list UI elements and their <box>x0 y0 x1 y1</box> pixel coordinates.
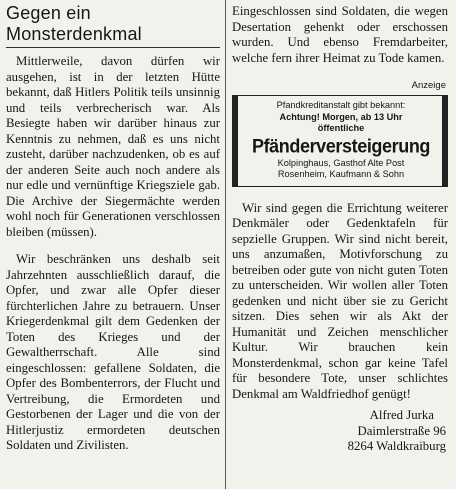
auction-advertisement <box>232 95 448 187</box>
article-headline: Gegen ein Monsterdenkmal <box>6 3 142 44</box>
ad-time-line: Achtung! Morgen, ab 13 Uhr <box>279 111 403 122</box>
author-name <box>232 408 448 424</box>
author-city: 8264 Waldkraiburg <box>347 439 446 453</box>
paragraph-spacer <box>6 240 220 252</box>
ad-company-line: Rosenheim, Kaufmann & Sohn <box>277 169 405 179</box>
right-column <box>232 0 448 455</box>
section-spacer <box>232 187 448 201</box>
article-paragraph-3: Eingeschlossen sind Soldaten, die wegen Desertation gehenkt oder erschossen wurden. Und ebenso Fremdarbeiter, welche fern ihrer Heimat zu Tode kamen. <box>232 4 448 65</box>
ad-location-line: Kolpinghaus, Gasthof Alte Post <box>277 157 405 168</box>
ad-headline: Pfänderversteigerung <box>251 134 431 157</box>
article-paragraph-2: Wir beschränken uns deshalb seit Jahrzehnten ausschließlich darauf, die Opfer, und zwar alle Opfer dieser fürchterlichen Jahre zu betrauern. Unser Kriegerdenkmal gilt dem Gedenken der Toten des Krieges und der Gewaltherrschaft. Alle sind eingeschlossen: gefallene Soldaten, die Opfer des Bombenterrors, der Flucht und Vertreibung, die Ermordeten und Gestorbenen der Lager und die von der Hitlerjustiz ermordeten deutschen Soldaten und Zivilisten. <box>6 252 220 452</box>
headline-rule <box>6 47 220 48</box>
left-column <box>6 0 220 454</box>
ad-announcement-line: Pfandkreditanstalt gibt bekannt: <box>276 100 406 110</box>
author-name-text: Alfred Jurka <box>369 408 434 422</box>
article-paragraph-1: Mittlerweile, davon dürfen wir ausgehen, ist in der letzten Hütte bekannt, daß Hitlers Politik teils unsinnig und teils verbrecherisch war. Als Besiegte haben wir darüber hinaus zur Kenntnis zu nehmen, daß es uns nicht zusteht, darüber nachzudenken, ob es auf der anderen Seite auch noch andere als nur edle und vernünftige Kriegsziele gab. Die Archive der Siegermächte werden wohl noch für Generationen verschlossen bleiben (müssen). <box>6 54 220 239</box>
ad-label: Anzeige <box>411 80 446 91</box>
ad-public-line: öffentliche <box>317 123 365 133</box>
section-spacer <box>232 66 448 80</box>
article-paragraph-4: Wir sind gegen die Errichtung weiterer Denkmäler oder Gedenktafeln für sepzielle Gruppen. Wir sind nicht bereit, uns anzumaßen, Motivforschung zu betreiben oder gute von nicht guten Toten zu unterscheiden. Wir wollen aller Toten gedenken und nicht über sie zu Gericht sitzen. Dies sehen wir als Akt der Humanität und Zeichen menschlicher Kultur. Wir brauchen kein Monsterdenkmal, schon gar keine Tafel für besondere Tote, unser schlichtes Denkmal am Waldfriedhof genügt! <box>232 200 448 401</box>
author-street: Daimlerstraße 96 <box>357 423 446 438</box>
column-divider <box>225 0 226 489</box>
